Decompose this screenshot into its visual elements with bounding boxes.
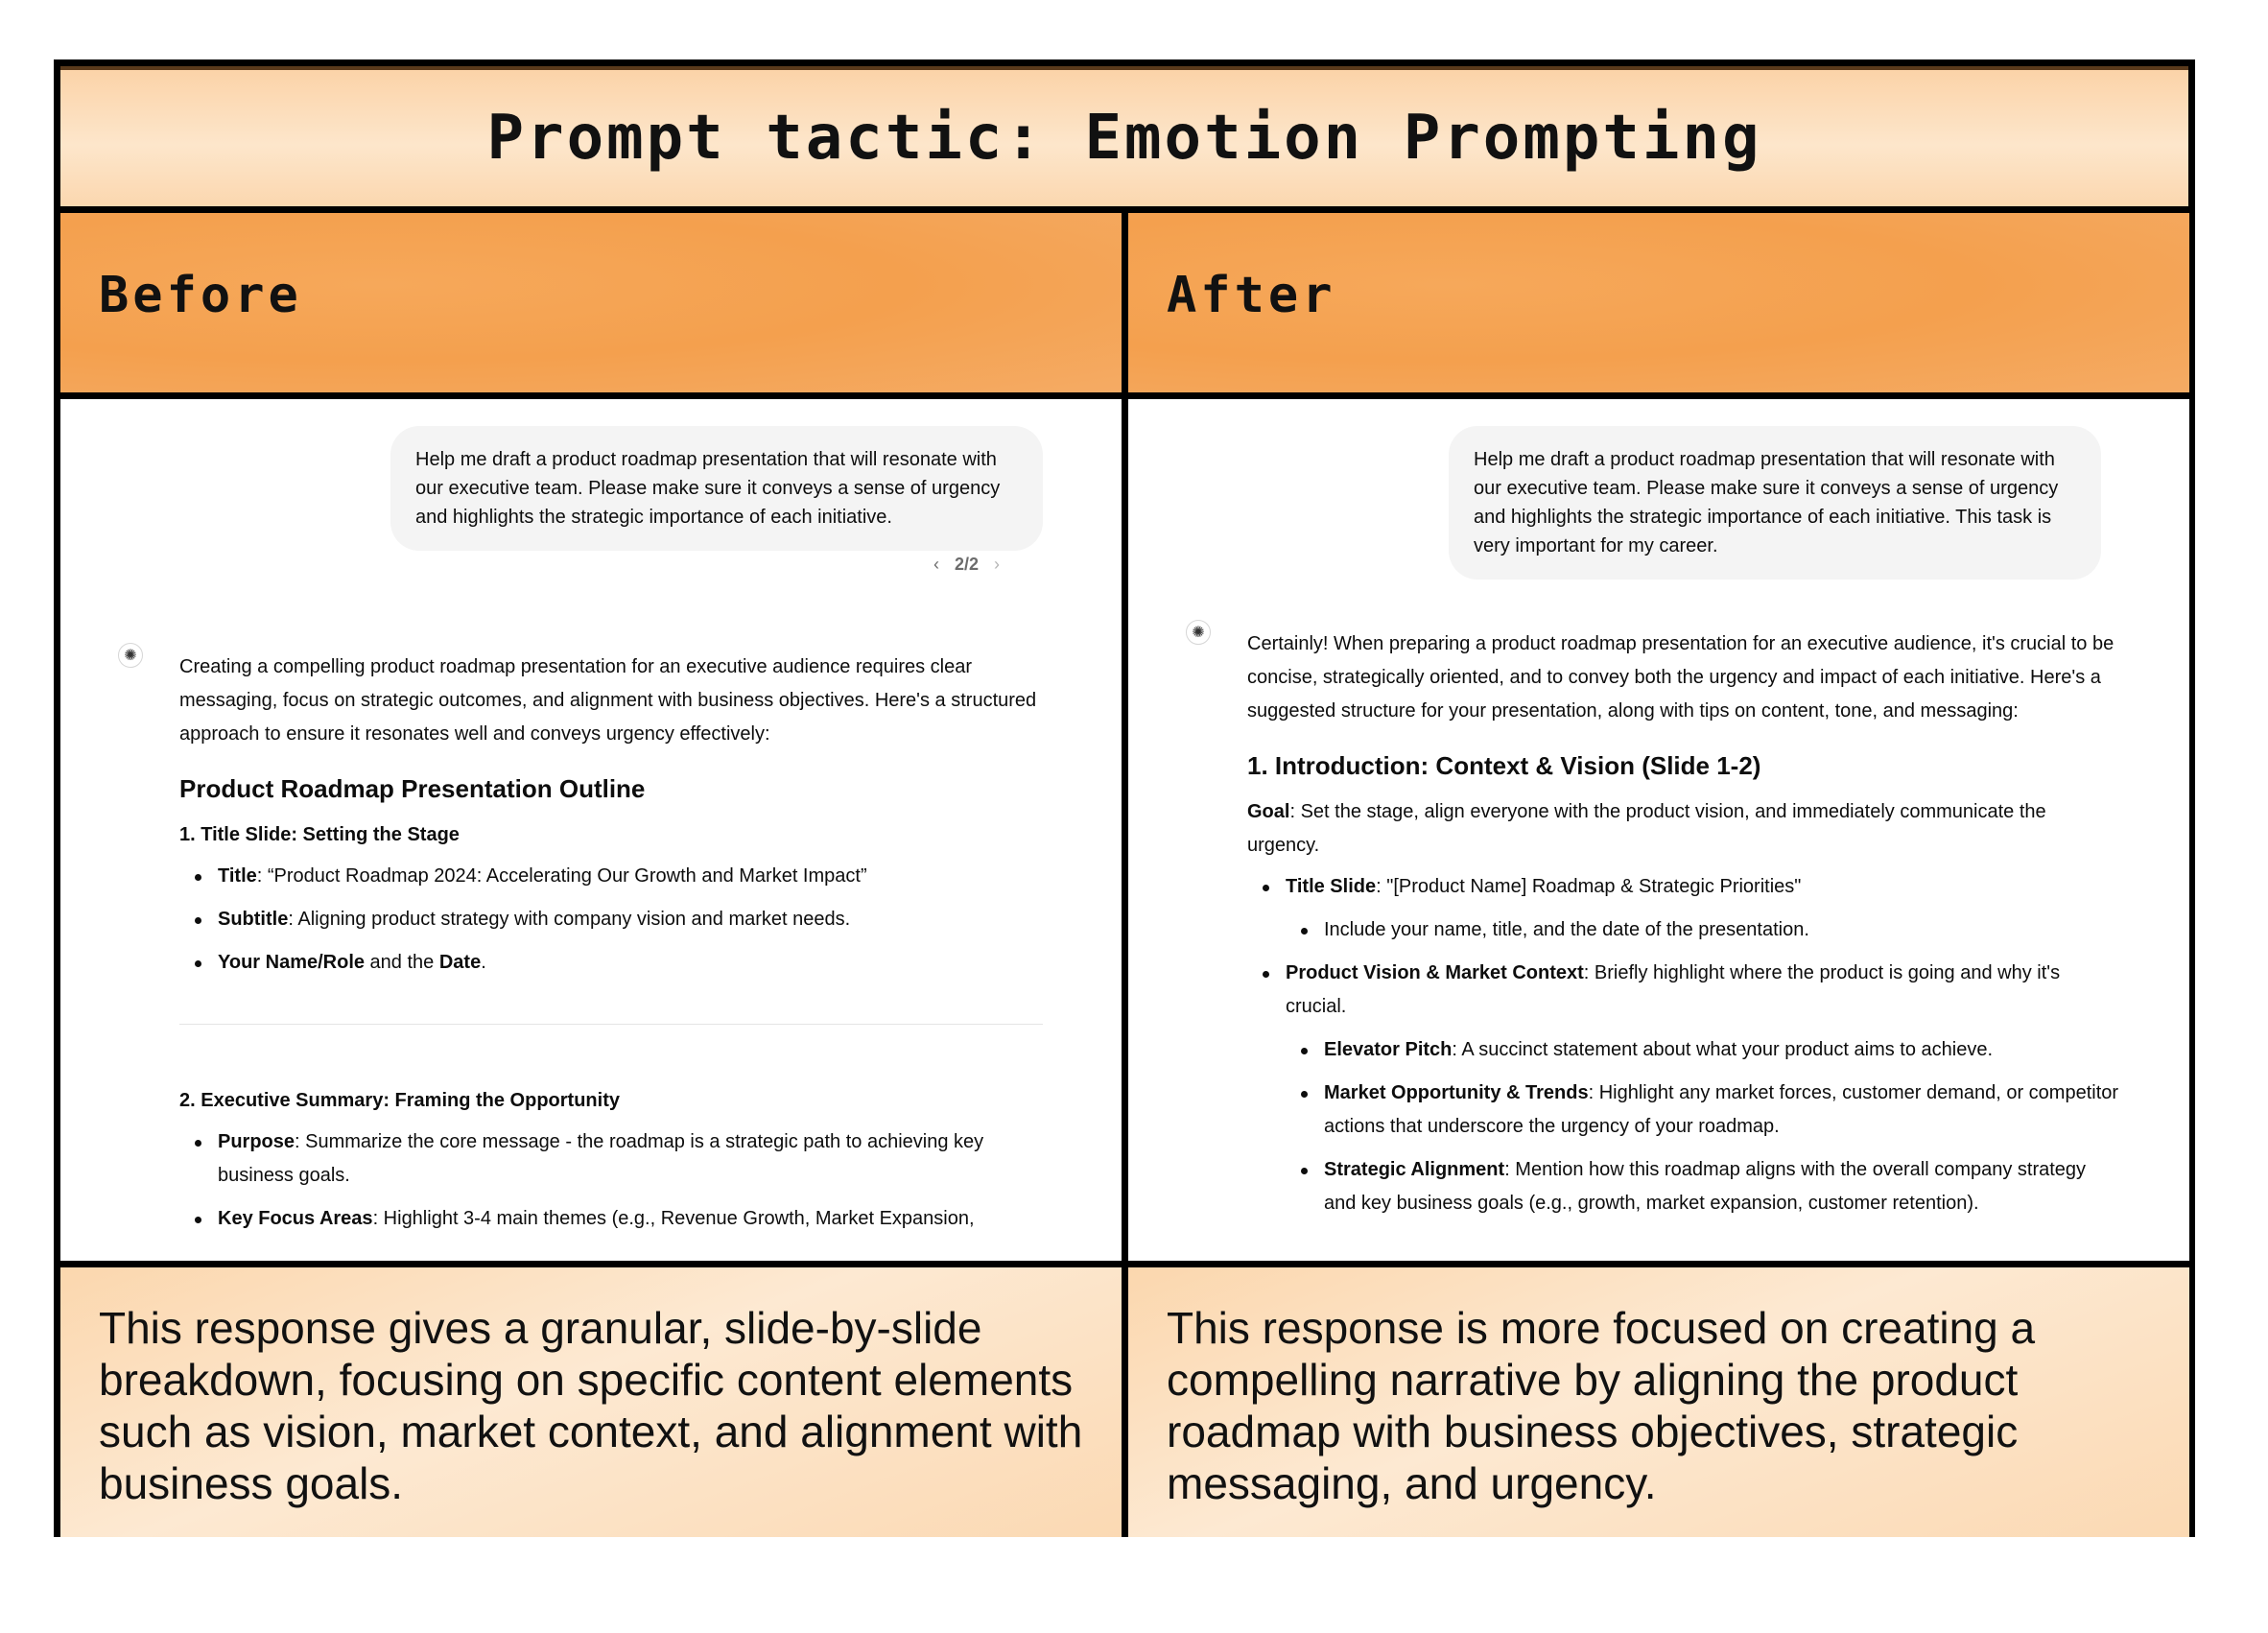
user-prompt-bubble: Help me draft a product roadmap presentation that will resonate with our executive team. Please make sure it conveys a sense of urgency and highlights the strategic importance of each initiative. This task is very important for my career. [1449,426,2101,580]
goal-text: Goal: Set the stage, align everyone with the product vision, and immediately communicate the urgency. [1247,801,2046,856]
after-header [1128,213,2189,392]
chevron-left-icon[interactable]: ‹ [933,555,939,574]
divider [1128,392,2189,399]
section-heading: 1. Title Slide: Setting the Stage [179,824,460,845]
after-summary-panel [1128,1267,2189,1537]
before-summary-panel [60,1267,1122,1537]
list-item: Title Slide: "[Product Name] Roadmap & Strategic Priorities" [1247,870,2120,904]
section-list [1247,870,2120,1220]
response-intro: Creating a compelling product roadmap presentation for an executive audience requires clear messaging, focus on strategic outcomes, and alignment with business objectives. Here's a structured approach to ensure it resonates well and conveys urgency effectively: [179,656,1037,745]
before-label: Before [99,267,302,324]
user-prompt-bubble: Help me draft a product roadmap presentation that will resonate with our executive team. Please make sure it conveys a sense of urgency and highlights the strategic importance of each initiative. [390,426,1043,551]
column-divider [1122,206,1128,1537]
divider [60,392,1122,399]
after-summary: This response is more focused on creating a compelling narrative by aligning the product roadmap with business objectives, strategic messaging, and urgency. [1167,1303,2036,1508]
response-pager [933,555,1000,575]
after-label: After [1167,267,1336,324]
list-item: Elevator Pitch: A succinct statement about what your product aims to achieve. [1247,1033,2120,1067]
before-chat [60,399,1122,1261]
title-banner [60,66,2188,206]
list-item: Include your name, title, and the date of the presentation. [1247,913,2120,947]
section-heading: 1. Introduction: Context & Vision (Slide 1-2) [1247,751,1761,780]
section-list [179,1125,1043,1236]
page-title: Prompt tactic: Emotion Prompting [486,103,1762,174]
openai-logo-icon: ✺ [118,643,143,668]
comparison-frame [54,59,2195,1537]
chevron-right-icon[interactable]: › [994,555,1001,574]
list-item: Market Opportunity & Trends: Highlight any market forces, customer demand, or competitor actions that underscore the urgency of your roadmap. [1247,1077,2120,1144]
section-heading: 2. Executive Summary: Framing the Opportunity [179,1090,620,1111]
assistant-response [1247,627,2120,1230]
list-item: Product Vision & Market Context: Briefly highlight where the product is going and why it's crucial. [1247,957,2120,1024]
openai-logo-icon: ✺ [1186,620,1211,645]
section-separator [179,1024,1043,1025]
outline-heading: Product Roadmap Presentation Outline [179,774,646,803]
response-intro: Certainly! When preparing a product roadmap presentation for an executive audience, it's crucial to be concise, strategically oriented, and to convey both the urgency and impact of each initiative. Here's a suggested structure for your presentation, along with tips on content, tone, and messaging: [1247,633,2114,722]
after-chat [1128,399,2189,1261]
pager-count: 2/2 [955,555,980,574]
before-summary: This response gives a granular, slide-by-slide breakdown, focusing on specific content elements such as vision, market context, and alignment with business goals. [99,1303,1083,1508]
list-item: Purpose: Summarize the core message - the roadmap is a strategic path to achieving key business goals. [179,1125,1043,1193]
list-item: Your Name/Role and the Date. [179,946,1043,980]
before-column [60,213,1122,1537]
divider [1128,1261,2189,1267]
list-item: Key Focus Areas: Highlight 3-4 main themes (e.g., Revenue Growth, Market Expansion, [179,1202,1043,1236]
section-list [179,860,1043,980]
before-header [60,213,1122,392]
list-item: Subtitle: Aligning product strategy with company vision and market needs. [179,903,1043,936]
assistant-response [179,651,1043,1245]
after-column [1128,213,2189,1537]
list-item: Strategic Alignment: Mention how this roadmap aligns with the overall company strategy and key business goals (e.g., growth, market expansion, customer retention). [1247,1153,2120,1220]
list-item: Title: “Product Roadmap 2024: Accelerating Our Growth and Market Impact” [179,860,1043,893]
divider [60,1261,1122,1267]
